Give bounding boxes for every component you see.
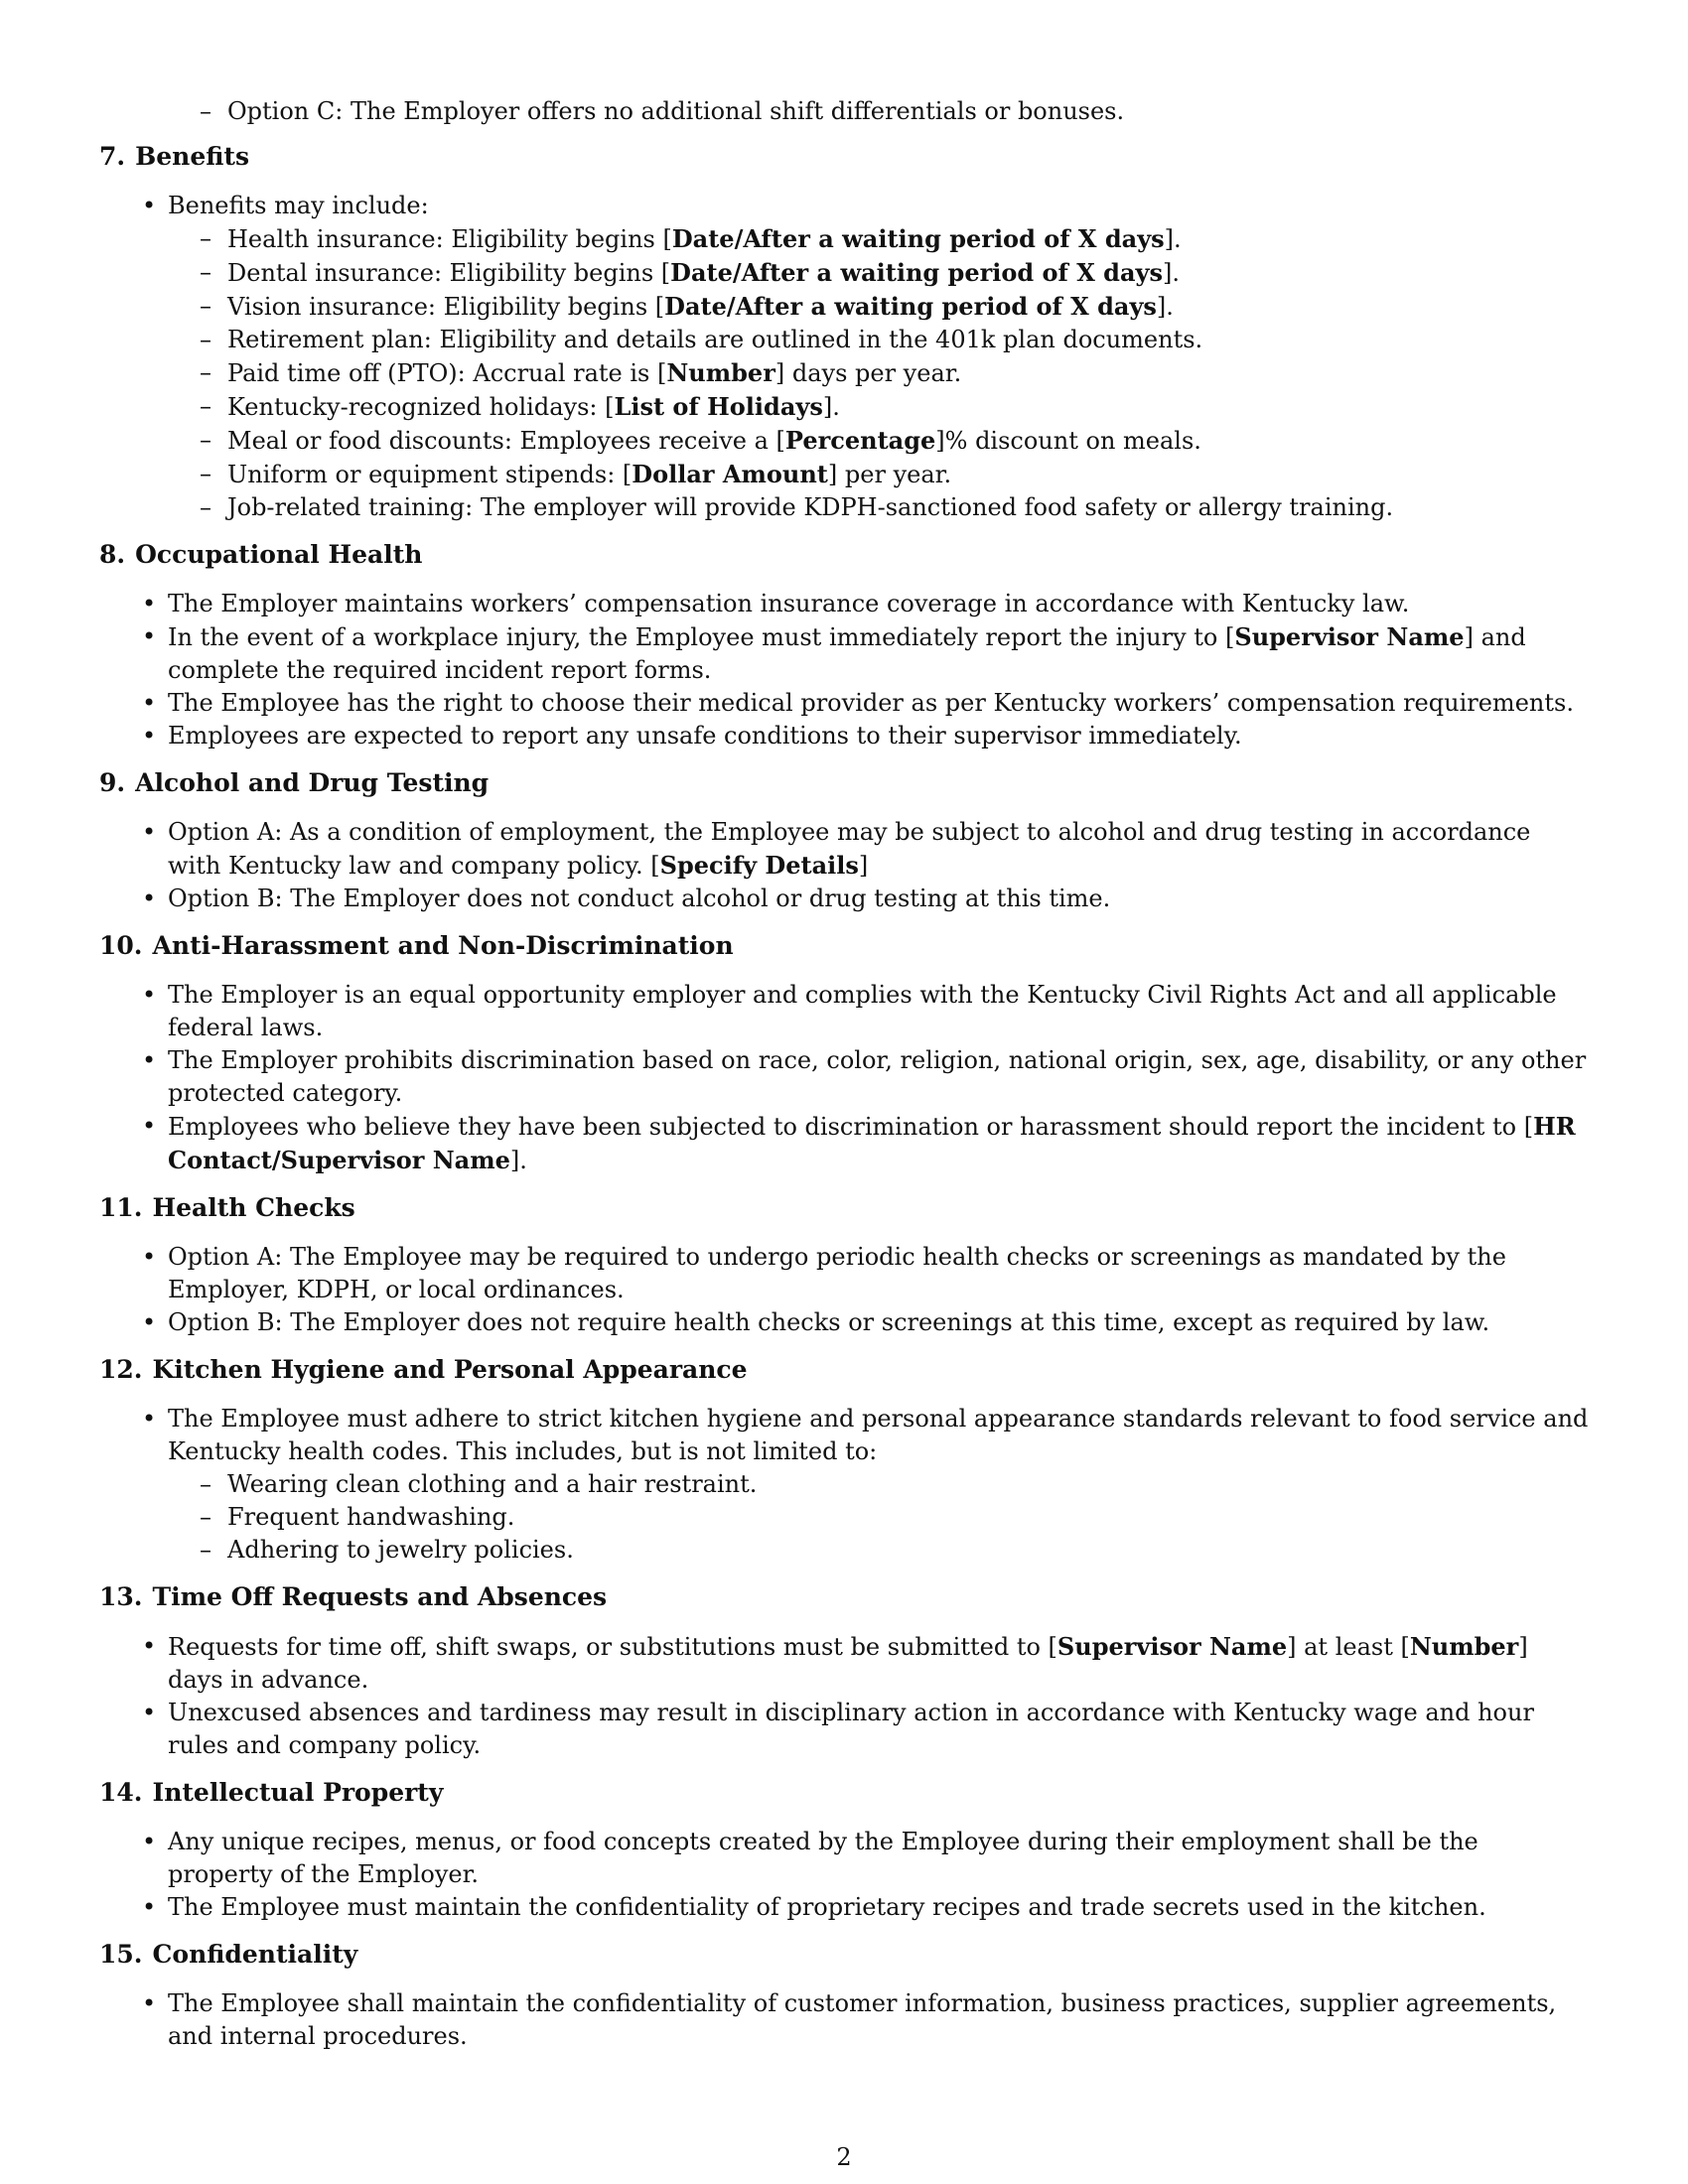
list-item: – Option C: The Employer offers no additional shift differentials or bonuses. [227,95,1589,128]
alcohol-drug-list [99,816,1589,915]
section-heading-anti-harassment: 10. Anti-Harassment and Non-Discrimination [99,931,734,960]
section-heading-time-off: 13. Time Off Requests and Absences [99,1582,608,1611]
confidentiality-list [99,1987,1589,2053]
list-item: • The Employer is an equal opportunity employer and complies with the Kentucky Civil Rights Act and all applicable federal laws. [168,979,1589,1044]
section-heading-benefits: 7. Benefits [99,142,250,171]
section-heading-confidentiality: 15. Confidentiality [99,1940,358,1969]
list-item: • Employees are expected to report any unsafe conditions to their supervisor immediately. [168,720,1589,752]
list-item: • Requests for time off, shift swaps, or substitutions must be submitted to [Supervisor Name] at least [Number] days in advance. [168,1630,1589,1697]
list-item: – Wearing clean clothing and a hair restraint. [227,1468,1589,1501]
section-heading-occupational-health: 8. Occupational Health [99,540,423,569]
occupational-health-list [99,588,1589,752]
section-heading-ip: 14. Intellectual Property [99,1778,444,1807]
page-number: 2 [836,2143,852,2171]
list-item: • The Employee has the right to choose their medical provider as per Kentucky workers’ compensation requirements. [168,687,1589,720]
list-item: • Option B: The Employer does not conduct alcohol or drug testing at this time. [168,883,1589,915]
list-item: – Dental insurance: Eligibility begins [Date/After a waiting period of X days]. [227,256,1589,290]
list-item: • The Employee shall maintain the confidentiality of customer information, business practices, supplier agreements, and internal procedures. [168,1987,1589,2053]
list-item: – Vision insurance: Eligibility begins [Date/After a waiting period of X days]. [227,290,1589,324]
section-heading-alcohol-drug: 9. Alcohol and Drug Testing [99,768,490,797]
option-c-continuation [99,95,1589,128]
section-heading-hygiene: 12. Kitchen Hygiene and Personal Appearance [99,1355,748,1384]
section-heading-health-checks: 11. Health Checks [99,1193,355,1222]
benefits-list [99,190,1589,524]
list-item: – Kentucky-recognized holidays: [List of Holidays]. [227,390,1589,424]
list-item: – Adhering to jewelry policies. [227,1534,1589,1567]
list-item: • Option B: The Employer does not require health checks or screenings at this time, except as required by law. [168,1306,1589,1339]
list-item: – Uniform or equipment stipends: [Dollar Amount] per year. [227,458,1589,491]
list-item: • Option A: The Employee may be required to undergo periodic health checks or screenings as mandated by the Employer, KDPH, or local ordinances. [168,1241,1589,1306]
document-page [99,95,1589,2067]
list-item: • In the event of a workplace injury, the Employee must immediately report the injury to [Supervisor Name] and complete the required incident report forms. [168,620,1589,687]
ip-list [99,1826,1589,1924]
anti-harassment-list [99,979,1589,1177]
list-item: • Option A: As a condition of employment, the Employee may be subject to alcohol and drug testing in accordance with Kentucky law and company policy. [Specify Details] [168,816,1589,883]
list-item: – Job-related training: The employer will provide KDPH-sanctioned food safety or allergy training. [227,491,1589,524]
health-checks-list [99,1241,1589,1339]
list-item: – Health insurance: Eligibility begins [Date/After a waiting period of X days]. [227,222,1589,256]
list-item: • Unexcused absences and tardiness may result in disciplinary action in accordance with Kentucky wage and hour rules and company policy. [168,1697,1589,1762]
list-item: – Paid time off (PTO): Accrual rate is [Number] days per year. [227,356,1589,390]
list-item: • The Employer prohibits discrimination based on race, color, religion, national origin, sex, age, disability, or any other protected category. [168,1044,1589,1110]
list-item: • The Employee must adhere to strict kitchen hygiene and personal appearance standards relevant to food service and Kentucky health codes. This includes, but is not limited to: – Wearing clean clothing and a hair restraint. – Frequent handwashing. – Adhering to jewelry policies. [168,1403,1589,1567]
list-item: • Benefits may include: – Health insurance: Eligibility begins [Date/After a waiting period of X days]. – Dental insurance: Eligibility begins [Date/After a waiting period of X days]. – Vision insurance: Eligibility begins [Date/After a waiting period of X days]. – Retirement plan: Eligibility and details are outlined in the 401k plan documents. – Paid time off (PTO): Accrual rate is [Number] days per year. – Kentucky-recognized holidays: [List of Holidays]. – Meal or food discounts: Employees receive a [Percentage]% discount on meals. – Uniform or equipment stipends: [Dollar Amount] per year. – Job-related training: The employer will provide KDPH-sanctioned food safety or allergy training. [168,190,1589,524]
benefits-sublist [168,222,1589,524]
list-item: • The Employer maintains workers’ compensation insurance coverage in accordance with Kentucky law. [168,588,1589,620]
hygiene-list [99,1403,1589,1567]
list-item: • Employees who believe they have been subjected to discrimination or harassment should report the incident to [HR Contact/Supervisor Name]. [168,1110,1589,1177]
list-item: • The Employee must maintain the confidentiality of proprietary recipes and trade secrets used in the kitchen. [168,1891,1589,1924]
list-item: – Meal or food discounts: Employees receive a [Percentage]% discount on meals. [227,424,1589,458]
list-item: – Retirement plan: Eligibility and details are outlined in the 401k plan documents. [227,324,1589,356]
hygiene-sublist [168,1468,1589,1567]
list-item: – Frequent handwashing. [227,1501,1589,1534]
list-item: • Any unique recipes, menus, or food concepts created by the Employee during their employment shall be the property of the Employer. [168,1826,1589,1891]
time-off-list [99,1630,1589,1762]
